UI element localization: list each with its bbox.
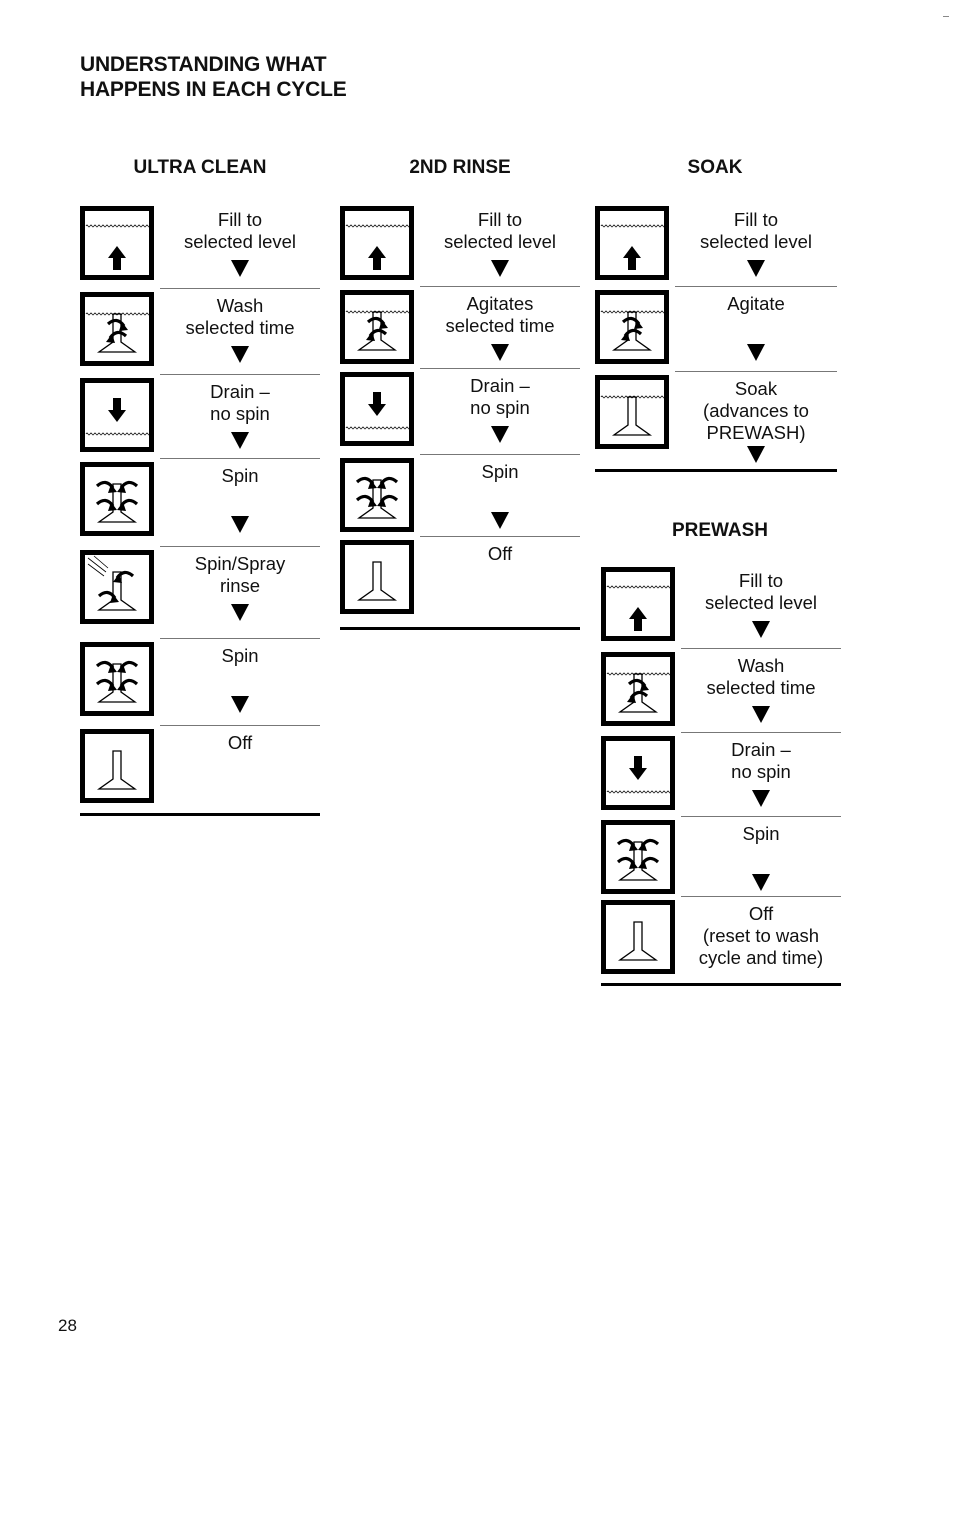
spin-icon bbox=[80, 642, 154, 716]
step-label-line: selected level bbox=[699, 231, 813, 252]
step-label bbox=[675, 378, 837, 444]
page-title-line1: UNDERSTANDING WHAT bbox=[80, 53, 327, 76]
step-label-line: Fill to bbox=[733, 209, 779, 230]
wash-icon bbox=[80, 292, 154, 366]
step-divider bbox=[681, 896, 841, 897]
cycle-end-line bbox=[595, 469, 837, 472]
step-label-line: Spin/Spray bbox=[194, 553, 286, 574]
down-arrow-icon bbox=[747, 260, 765, 277]
step-label-line: (advances to bbox=[703, 400, 809, 421]
step-label-line: (reset to wash bbox=[702, 925, 820, 946]
step-label bbox=[681, 570, 841, 614]
down-arrow-icon bbox=[491, 512, 509, 529]
down-arrow-icon bbox=[491, 260, 509, 277]
spin-icon bbox=[601, 820, 675, 894]
down-arrow-icon bbox=[752, 706, 770, 723]
down-arrow-icon bbox=[747, 344, 765, 361]
cycle-end-line bbox=[601, 983, 841, 986]
step-divider bbox=[681, 648, 841, 649]
step-label-line: Spin bbox=[481, 461, 519, 482]
down-arrow-icon bbox=[231, 516, 249, 533]
fill-icon bbox=[595, 206, 669, 280]
step-label bbox=[160, 381, 320, 425]
step-label-line: Off bbox=[748, 903, 774, 924]
step-label-line: Spin bbox=[221, 465, 259, 486]
step-label bbox=[420, 543, 580, 565]
soak-heading: SOAK bbox=[687, 157, 743, 178]
page-number: 28 bbox=[58, 1316, 77, 1335]
step-label-line: Drain – bbox=[470, 375, 530, 396]
drain-icon bbox=[601, 736, 675, 810]
step-label bbox=[160, 645, 320, 667]
step-label-line: Wash bbox=[216, 295, 264, 316]
drain-icon bbox=[340, 372, 414, 446]
step-label bbox=[420, 375, 580, 419]
step-label bbox=[681, 655, 841, 699]
down-arrow-icon bbox=[752, 874, 770, 891]
step-label-line: Agitate bbox=[727, 293, 785, 314]
step-divider bbox=[420, 286, 580, 287]
step-label-line: selected level bbox=[183, 231, 297, 252]
drain-icon bbox=[80, 378, 154, 452]
step-label-line: selected level bbox=[443, 231, 557, 252]
step-divider bbox=[681, 816, 841, 817]
step-label bbox=[675, 209, 837, 253]
page-title-line2: HAPPENS IN EACH CYCLE bbox=[80, 78, 347, 101]
step-label-line: selected time bbox=[445, 315, 555, 336]
wash-icon bbox=[340, 290, 414, 364]
step-label-line: Fill to bbox=[477, 209, 523, 230]
down-arrow-icon bbox=[491, 344, 509, 361]
step-label bbox=[681, 739, 841, 783]
wash-icon bbox=[595, 290, 669, 364]
step-label-line: no spin bbox=[210, 403, 270, 424]
step-label bbox=[681, 903, 841, 969]
down-arrow-icon bbox=[231, 346, 249, 363]
fill-icon bbox=[340, 206, 414, 280]
step-label bbox=[160, 295, 320, 339]
off-icon bbox=[340, 540, 414, 614]
soak-icon bbox=[595, 375, 669, 449]
fill-icon bbox=[80, 206, 154, 280]
step-label-line: Drain – bbox=[731, 739, 791, 760]
spin-icon bbox=[80, 462, 154, 536]
corner-mark bbox=[943, 16, 949, 17]
step-label bbox=[420, 461, 580, 483]
step-label-line: Spin bbox=[742, 823, 780, 844]
step-label bbox=[681, 823, 841, 845]
down-arrow-icon bbox=[231, 260, 249, 277]
step-label bbox=[420, 293, 580, 337]
spin-icon bbox=[340, 458, 414, 532]
down-arrow-icon bbox=[231, 604, 249, 621]
down-arrow-icon bbox=[752, 790, 770, 807]
step-divider bbox=[420, 368, 580, 369]
down-arrow-icon bbox=[231, 696, 249, 713]
step-label-line: no spin bbox=[731, 761, 791, 782]
step-divider bbox=[160, 288, 320, 289]
down-arrow-icon bbox=[231, 432, 249, 449]
off-icon bbox=[601, 900, 675, 974]
step-label bbox=[160, 465, 320, 487]
step-label-line: selected level bbox=[704, 592, 818, 613]
page-title bbox=[80, 52, 347, 102]
second-rinse-heading: 2ND RINSE bbox=[409, 157, 511, 178]
step-label-line: Drain – bbox=[210, 381, 270, 402]
fill-icon bbox=[601, 567, 675, 641]
step-label-line: Soak bbox=[734, 378, 778, 399]
down-arrow-icon bbox=[747, 446, 765, 463]
step-label bbox=[160, 553, 320, 597]
cycle-end-line bbox=[80, 813, 320, 816]
prewash-heading: PREWASH bbox=[671, 520, 769, 541]
step-divider bbox=[160, 458, 320, 459]
step-label-line: no spin bbox=[470, 397, 530, 418]
ultra-clean-heading: ULTRA CLEAN bbox=[133, 157, 267, 178]
step-label-line: Agitates bbox=[466, 293, 534, 314]
step-label bbox=[675, 293, 837, 315]
step-label bbox=[160, 209, 320, 253]
down-arrow-icon bbox=[752, 621, 770, 638]
step-label-line: Fill to bbox=[738, 570, 784, 591]
off-icon bbox=[80, 729, 154, 803]
step-label-line: selected time bbox=[706, 677, 816, 698]
step-label bbox=[160, 732, 320, 754]
step-divider bbox=[160, 374, 320, 375]
step-label-line: selected time bbox=[185, 317, 295, 338]
step-label bbox=[420, 209, 580, 253]
down-arrow-icon bbox=[491, 426, 509, 443]
step-divider bbox=[675, 371, 837, 372]
step-label-line: Fill to bbox=[217, 209, 263, 230]
step-label-line: Off bbox=[487, 543, 513, 564]
step-divider bbox=[681, 732, 841, 733]
step-label-line: Wash bbox=[737, 655, 785, 676]
cycle-end-line bbox=[340, 627, 580, 630]
step-label-line: Off bbox=[227, 732, 253, 753]
step-divider bbox=[160, 725, 320, 726]
step-divider bbox=[420, 454, 580, 455]
step-label-line: Spin bbox=[221, 645, 259, 666]
step-divider bbox=[160, 638, 320, 639]
step-divider bbox=[675, 286, 837, 287]
step-divider bbox=[160, 546, 320, 547]
step-label-line: PREWASH) bbox=[706, 422, 806, 443]
step-label-line: cycle and time) bbox=[698, 947, 824, 968]
step-label-line: rinse bbox=[219, 575, 261, 596]
step-divider bbox=[420, 536, 580, 537]
spin-spray-icon bbox=[80, 550, 154, 624]
wash-icon bbox=[601, 652, 675, 726]
